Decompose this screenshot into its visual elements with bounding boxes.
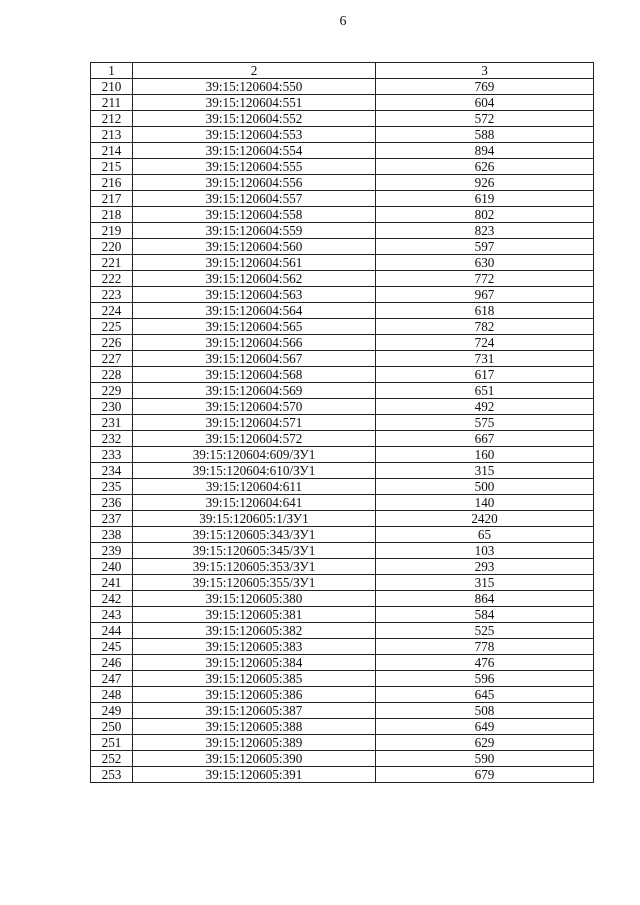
table-row — [91, 415, 594, 431]
cadastral-number-cell: 39:15:120604:564 — [133, 303, 376, 319]
row-number-cell: 212 — [91, 111, 133, 127]
area-cell: 584 — [376, 607, 594, 623]
row-number-cell: 238 — [91, 527, 133, 543]
row-number-cell: 211 — [91, 95, 133, 111]
cadastral-number-cell: 39:15:120605:381 — [133, 607, 376, 623]
area-cell: 590 — [376, 751, 594, 767]
cadastral-number-cell: 39:15:120604:561 — [133, 255, 376, 271]
row-number-cell: 222 — [91, 271, 133, 287]
row-number-cell: 239 — [91, 543, 133, 559]
row-number-cell: 245 — [91, 639, 133, 655]
table-row — [91, 431, 594, 447]
area-cell: 724 — [376, 335, 594, 351]
cadastral-number-cell: 39:15:120604:555 — [133, 159, 376, 175]
row-number-cell: 236 — [91, 495, 133, 511]
area-cell: 619 — [376, 191, 594, 207]
table-row — [91, 95, 594, 111]
row-number-cell: 246 — [91, 655, 133, 671]
cadastral-number-cell: 39:15:120604:557 — [133, 191, 376, 207]
row-number-cell: 234 — [91, 463, 133, 479]
cadastral-number-cell: 39:15:120604:610/ЗУ1 — [133, 463, 376, 479]
table-row — [91, 319, 594, 335]
cadastral-number-cell: 39:15:120604:559 — [133, 223, 376, 239]
area-cell: 679 — [376, 767, 594, 783]
cadastral-number-cell: 39:15:120605:1/ЗУ1 — [133, 511, 376, 527]
table-row — [91, 111, 594, 127]
area-cell: 500 — [376, 479, 594, 495]
row-number-cell: 225 — [91, 319, 133, 335]
column-header-number: 1 — [91, 63, 133, 79]
table-row — [91, 719, 594, 735]
table-row — [91, 303, 594, 319]
cadastral-number-cell: 39:15:120604:558 — [133, 207, 376, 223]
area-cell: 160 — [376, 447, 594, 463]
cadastral-number-cell: 39:15:120604:571 — [133, 415, 376, 431]
table-row — [91, 255, 594, 271]
table-row — [91, 175, 594, 191]
row-number-cell: 244 — [91, 623, 133, 639]
cadastral-number-cell: 39:15:120604:641 — [133, 495, 376, 511]
area-cell: 103 — [376, 543, 594, 559]
table-row — [91, 735, 594, 751]
table-row — [91, 703, 594, 719]
area-cell: 315 — [376, 575, 594, 591]
area-cell: 926 — [376, 175, 594, 191]
column-header-area: 3 — [376, 63, 594, 79]
area-cell: 769 — [376, 79, 594, 95]
cadastral-number-cell: 39:15:120604:562 — [133, 271, 376, 287]
cadastral-number-cell: 39:15:120605:390 — [133, 751, 376, 767]
cadastral-number-cell: 39:15:120604:565 — [133, 319, 376, 335]
table-row — [91, 623, 594, 639]
cadastral-number-cell: 39:15:120605:389 — [133, 735, 376, 751]
area-cell: 588 — [376, 127, 594, 143]
table-body — [91, 79, 594, 783]
table-row — [91, 223, 594, 239]
table-row — [91, 335, 594, 351]
table-row — [91, 287, 594, 303]
area-cell: 778 — [376, 639, 594, 655]
cadastral-number-cell: 39:15:120604:611 — [133, 479, 376, 495]
cadastral-number-cell: 39:15:120604:570 — [133, 399, 376, 415]
cadastral-number-cell: 39:15:120604:569 — [133, 383, 376, 399]
area-cell: 597 — [376, 239, 594, 255]
row-number-cell: 215 — [91, 159, 133, 175]
row-number-cell: 232 — [91, 431, 133, 447]
cadastral-number-cell: 39:15:120605:385 — [133, 671, 376, 687]
row-number-cell: 230 — [91, 399, 133, 415]
cadastral-number-cell: 39:15:120605:384 — [133, 655, 376, 671]
row-number-cell: 218 — [91, 207, 133, 223]
area-cell: 508 — [376, 703, 594, 719]
area-cell: 629 — [376, 735, 594, 751]
area-cell: 525 — [376, 623, 594, 639]
row-number-cell: 249 — [91, 703, 133, 719]
row-number-cell: 240 — [91, 559, 133, 575]
area-cell: 967 — [376, 287, 594, 303]
area-cell: 572 — [376, 111, 594, 127]
cadastral-number-cell: 39:15:120605:353/ЗУ1 — [133, 559, 376, 575]
area-cell: 667 — [376, 431, 594, 447]
row-number-cell: 253 — [91, 767, 133, 783]
table-row — [91, 127, 594, 143]
area-cell: 894 — [376, 143, 594, 159]
cadastral-number-cell: 39:15:120604:553 — [133, 127, 376, 143]
area-cell: 618 — [376, 303, 594, 319]
cadastral-number-cell: 39:15:120604:550 — [133, 79, 376, 95]
page-number: 6 — [339, 14, 347, 29]
row-number-cell: 242 — [91, 591, 133, 607]
table-row — [91, 495, 594, 511]
row-number-cell: 223 — [91, 287, 133, 303]
area-cell: 604 — [376, 95, 594, 111]
table-row — [91, 207, 594, 223]
area-cell: 651 — [376, 383, 594, 399]
table-row — [91, 271, 594, 287]
table-row — [91, 479, 594, 495]
area-cell: 649 — [376, 719, 594, 735]
row-number-cell: 250 — [91, 719, 133, 735]
table-row — [91, 399, 594, 415]
row-number-cell: 221 — [91, 255, 133, 271]
table-row — [91, 607, 594, 623]
cadastral-number-cell: 39:15:120605:383 — [133, 639, 376, 655]
column-header-cadastral-number: 2 — [133, 63, 376, 79]
area-cell: 65 — [376, 527, 594, 543]
cadastral-number-cell: 39:15:120605:380 — [133, 591, 376, 607]
area-cell: 645 — [376, 687, 594, 703]
table-row — [91, 639, 594, 655]
area-cell: 782 — [376, 319, 594, 335]
row-number-cell: 210 — [91, 79, 133, 95]
table-row — [91, 159, 594, 175]
area-cell: 617 — [376, 367, 594, 383]
cadastral-number-cell: 39:15:120605:388 — [133, 719, 376, 735]
row-number-cell: 219 — [91, 223, 133, 239]
table-row — [91, 559, 594, 575]
table-row — [91, 575, 594, 591]
row-number-cell: 224 — [91, 303, 133, 319]
area-cell: 626 — [376, 159, 594, 175]
cadastral-number-cell: 39:15:120604:566 — [133, 335, 376, 351]
table-row — [91, 767, 594, 783]
row-number-cell: 228 — [91, 367, 133, 383]
area-cell: 140 — [376, 495, 594, 511]
row-number-cell: 226 — [91, 335, 133, 351]
table-row — [91, 143, 594, 159]
area-cell: 596 — [376, 671, 594, 687]
table-row — [91, 751, 594, 767]
area-cell: 2420 — [376, 511, 594, 527]
area-cell: 492 — [376, 399, 594, 415]
row-number-cell: 241 — [91, 575, 133, 591]
row-number-cell: 248 — [91, 687, 133, 703]
cadastral-number-cell: 39:15:120605:387 — [133, 703, 376, 719]
table-row — [91, 687, 594, 703]
area-cell: 864 — [376, 591, 594, 607]
row-number-cell: 217 — [91, 191, 133, 207]
row-number-cell: 229 — [91, 383, 133, 399]
table-row — [91, 655, 594, 671]
cadastral-number-cell: 39:15:120604:568 — [133, 367, 376, 383]
area-cell: 476 — [376, 655, 594, 671]
cadastral-number-cell: 39:15:120605:345/ЗУ1 — [133, 543, 376, 559]
table-row — [91, 79, 594, 95]
table-row — [91, 591, 594, 607]
row-number-cell: 231 — [91, 415, 133, 431]
area-cell: 315 — [376, 463, 594, 479]
row-number-cell: 220 — [91, 239, 133, 255]
cadastral-number-cell: 39:15:120605:355/ЗУ1 — [133, 575, 376, 591]
table-row — [91, 463, 594, 479]
table-row — [91, 191, 594, 207]
area-cell: 823 — [376, 223, 594, 239]
row-number-cell: 216 — [91, 175, 133, 191]
row-number-cell: 213 — [91, 127, 133, 143]
cadastral-number-cell: 39:15:120605:343/ЗУ1 — [133, 527, 376, 543]
table-row — [91, 511, 594, 527]
cadastral-number-cell: 39:15:120604:567 — [133, 351, 376, 367]
row-number-cell: 247 — [91, 671, 133, 687]
area-cell: 293 — [376, 559, 594, 575]
row-number-cell: 233 — [91, 447, 133, 463]
area-cell: 630 — [376, 255, 594, 271]
row-number-cell: 237 — [91, 511, 133, 527]
row-number-cell: 252 — [91, 751, 133, 767]
area-cell: 802 — [376, 207, 594, 223]
cadastral-number-cell: 39:15:120605:386 — [133, 687, 376, 703]
table-row — [91, 383, 594, 399]
land-plot-table — [90, 62, 594, 783]
area-cell: 575 — [376, 415, 594, 431]
table-header-row — [91, 63, 594, 79]
table-row — [91, 447, 594, 463]
cadastral-number-cell: 39:15:120605:382 — [133, 623, 376, 639]
row-number-cell: 214 — [91, 143, 133, 159]
table-row — [91, 543, 594, 559]
cadastral-number-cell: 39:15:120604:563 — [133, 287, 376, 303]
cadastral-number-cell: 39:15:120604:609/ЗУ1 — [133, 447, 376, 463]
row-number-cell: 227 — [91, 351, 133, 367]
row-number-cell: 251 — [91, 735, 133, 751]
cadastral-number-cell: 39:15:120604:551 — [133, 95, 376, 111]
row-number-cell: 243 — [91, 607, 133, 623]
row-number-cell: 235 — [91, 479, 133, 495]
table-row — [91, 239, 594, 255]
cadastral-number-cell: 39:15:120605:391 — [133, 767, 376, 783]
table-row — [91, 367, 594, 383]
cadastral-number-cell: 39:15:120604:572 — [133, 431, 376, 447]
table-row — [91, 351, 594, 367]
table-row — [91, 527, 594, 543]
cadastral-number-cell: 39:15:120604:556 — [133, 175, 376, 191]
cadastral-number-cell: 39:15:120604:554 — [133, 143, 376, 159]
area-cell: 772 — [376, 271, 594, 287]
cadastral-number-cell: 39:15:120604:560 — [133, 239, 376, 255]
table-row — [91, 671, 594, 687]
area-cell: 731 — [376, 351, 594, 367]
cadastral-number-cell: 39:15:120604:552 — [133, 111, 376, 127]
